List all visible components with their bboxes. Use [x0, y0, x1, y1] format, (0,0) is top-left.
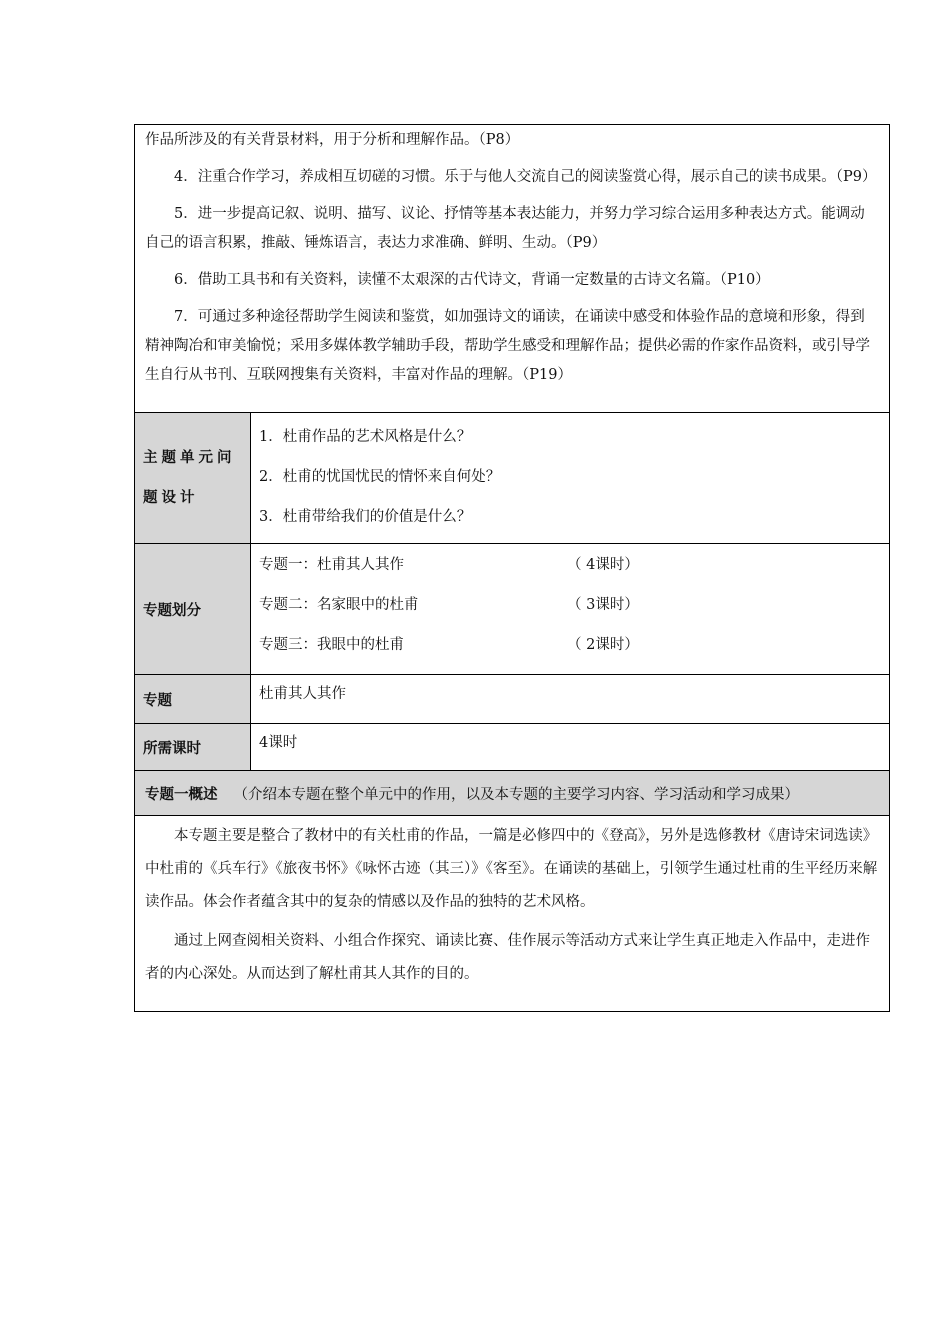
overview-header	[135, 770, 889, 815]
topic-label: 专题	[135, 675, 251, 723]
theme-question: 1．杜甫作品的艺术风格是什么？	[259, 429, 472, 445]
overview-paragraph: 通过上网查阅相关资料、小组合作探究、诵读比赛、佳作展示等活动方式来让学生真正地走入作品中，走进作者的内心深处。从而达到了解杜甫其人其作的目的。	[145, 933, 870, 982]
topic-split-name: 专题三：我眼中的杜甫	[259, 637, 404, 653]
overview-paragraph: 本专题主要是整合了教材中的有关杜甫的作品，一篇是必修四中的《登高》，另外是选修教材《唐诗宋词选读》中杜甫的《兵车行》《旅夜书怀》《咏怀古迹（其三）》《客至》。在诵读的基础上，引领学生通过杜甫的生平经历来解读作品。体会作者蕴含其中的复杂的情感以及作品的独特的艺术风格。	[145, 828, 878, 910]
intro-paragraph: 7．可通过多种途径帮助学生阅读和鉴赏，如加强诗文的诵读，在诵读中感受和体验作品的意境和形象，得到精神陶冶和审美愉悦；采用多媒体教学辅助手段，帮助学生感受和理解作品；提供必需的作家作品资料，或引导学生自行从书刊、互联网搜集有关资料，丰富对作品的理解。（P19）	[145, 309, 870, 383]
topic-split-hours: （ 3课时）	[567, 597, 639, 613]
intro-paragraph: 5．进一步提高记叙、说明、描写、议论、抒情等基本表达能力，并努力学习综合运用多种表达方式。能调动自己的语言积累，推敲、锤炼语言，表达力求准确、鲜明、生动。（P9）	[145, 206, 865, 251]
hours-value: 4课时	[259, 735, 298, 751]
theme-question: 2．杜甫的忧国忧民的情怀来自何处？	[259, 469, 501, 485]
intro-paragraph: 作品所涉及的有关背景材料，用于分析和理解作品。（P8）	[145, 132, 520, 148]
topic-split-item	[259, 625, 881, 665]
topic-split-item	[259, 585, 881, 625]
topic-split-name: 专题一：杜甫其人其作	[259, 557, 404, 573]
topic-value: 杜甫其人其作	[259, 686, 346, 702]
overview-label: 专题一概述	[145, 786, 218, 803]
intro-paragraph: 4．注重合作学习，养成相互切磋的习惯。乐于与他人交流自己的阅读鉴赏心得，展示自己的读书成果。（P9）	[174, 169, 877, 185]
intro-section	[135, 125, 889, 412]
topic-split-list	[251, 544, 889, 674]
topic-split-name: 专题二：名家眼中的杜甫	[259, 597, 419, 613]
topic-split-row	[135, 543, 889, 674]
hours-row	[135, 723, 889, 770]
topic-split-hours: （ 2课时）	[567, 637, 639, 653]
topic-split-label: 专题划分	[135, 544, 251, 674]
overview-description: （介绍本专题在整个单元中的作用，以及本专题的主要学习内容、学习活动和学习成果）	[233, 786, 799, 803]
theme-question-list	[251, 413, 889, 543]
theme-question-row	[135, 412, 889, 543]
topic-split-hours: （ 4课时）	[567, 557, 639, 573]
topic-row	[135, 674, 889, 723]
intro-paragraph: 6．借助工具书和有关资料，读懂不太艰深的古代诗文，背诵一定数量的古诗文名篇。（P10）	[174, 272, 770, 288]
hours-label: 所需课时	[135, 724, 251, 770]
theme-question-label: 主题单元问题设计	[135, 413, 251, 543]
document-table	[134, 124, 890, 1012]
theme-question: 3．杜甫带给我们的价值是什么？	[259, 509, 472, 525]
topic-split-item	[259, 545, 881, 585]
overview-body	[135, 815, 889, 1011]
